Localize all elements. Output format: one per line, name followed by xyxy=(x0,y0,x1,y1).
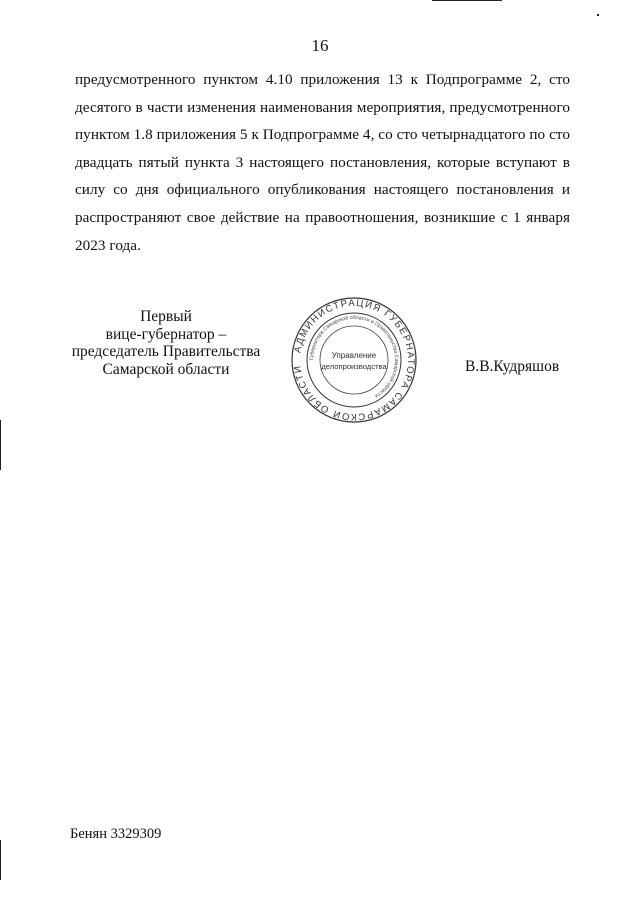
official-seal-stamp xyxy=(290,296,418,424)
signer-line: Самарской области xyxy=(102,360,230,378)
seal-graphic xyxy=(290,296,418,424)
seal-office-line2: делопроизводства xyxy=(321,362,387,371)
signer-line: председатель Правительства xyxy=(71,343,261,360)
seal-center-circle xyxy=(320,326,388,394)
scan-speck xyxy=(597,14,599,16)
seal-outer-text: АДМИНИСТРАЦИЯ ГУБЕРНАТОРА САМАРСКОЙ ОБЛАСТИ xyxy=(292,297,417,423)
registry-mark: Бенян 3329309 xyxy=(70,826,162,842)
document-body xyxy=(75,66,570,259)
signer-block xyxy=(56,308,276,378)
page-number: 16 xyxy=(311,36,329,55)
seal-inner-text: Губернатора Самарской области и Правительства Самарской области xyxy=(308,314,400,399)
body-paragraph: предусмотренного пунктом 4.10 приложения 13 к Подпрограмме 2, сто десятого в части изменения наименования мероприятия, предусмотренного пунктом 1.8 приложения 5 к Подпрограмме 4, со сто четырнадцатого по сто двадцать пятый пункта 3 настоящего постановления, которые вступают в силу со дня официального опубликования настоящего постановления и распространяют свое действие на правоотношения, возникшие с 1 января 2023 года. xyxy=(75,71,570,254)
seal-office-line1: Управление xyxy=(331,351,377,360)
seal-inner-circle xyxy=(307,313,401,407)
signer-line: вице-губернатор – xyxy=(105,325,227,343)
scan-edge-left xyxy=(0,420,1,470)
scan-edge-top xyxy=(432,0,502,1)
scan-edge-left-bottom xyxy=(0,840,1,880)
signature-name: В.В.Кудряшов xyxy=(465,358,560,375)
signer-line: Первый xyxy=(140,308,192,325)
